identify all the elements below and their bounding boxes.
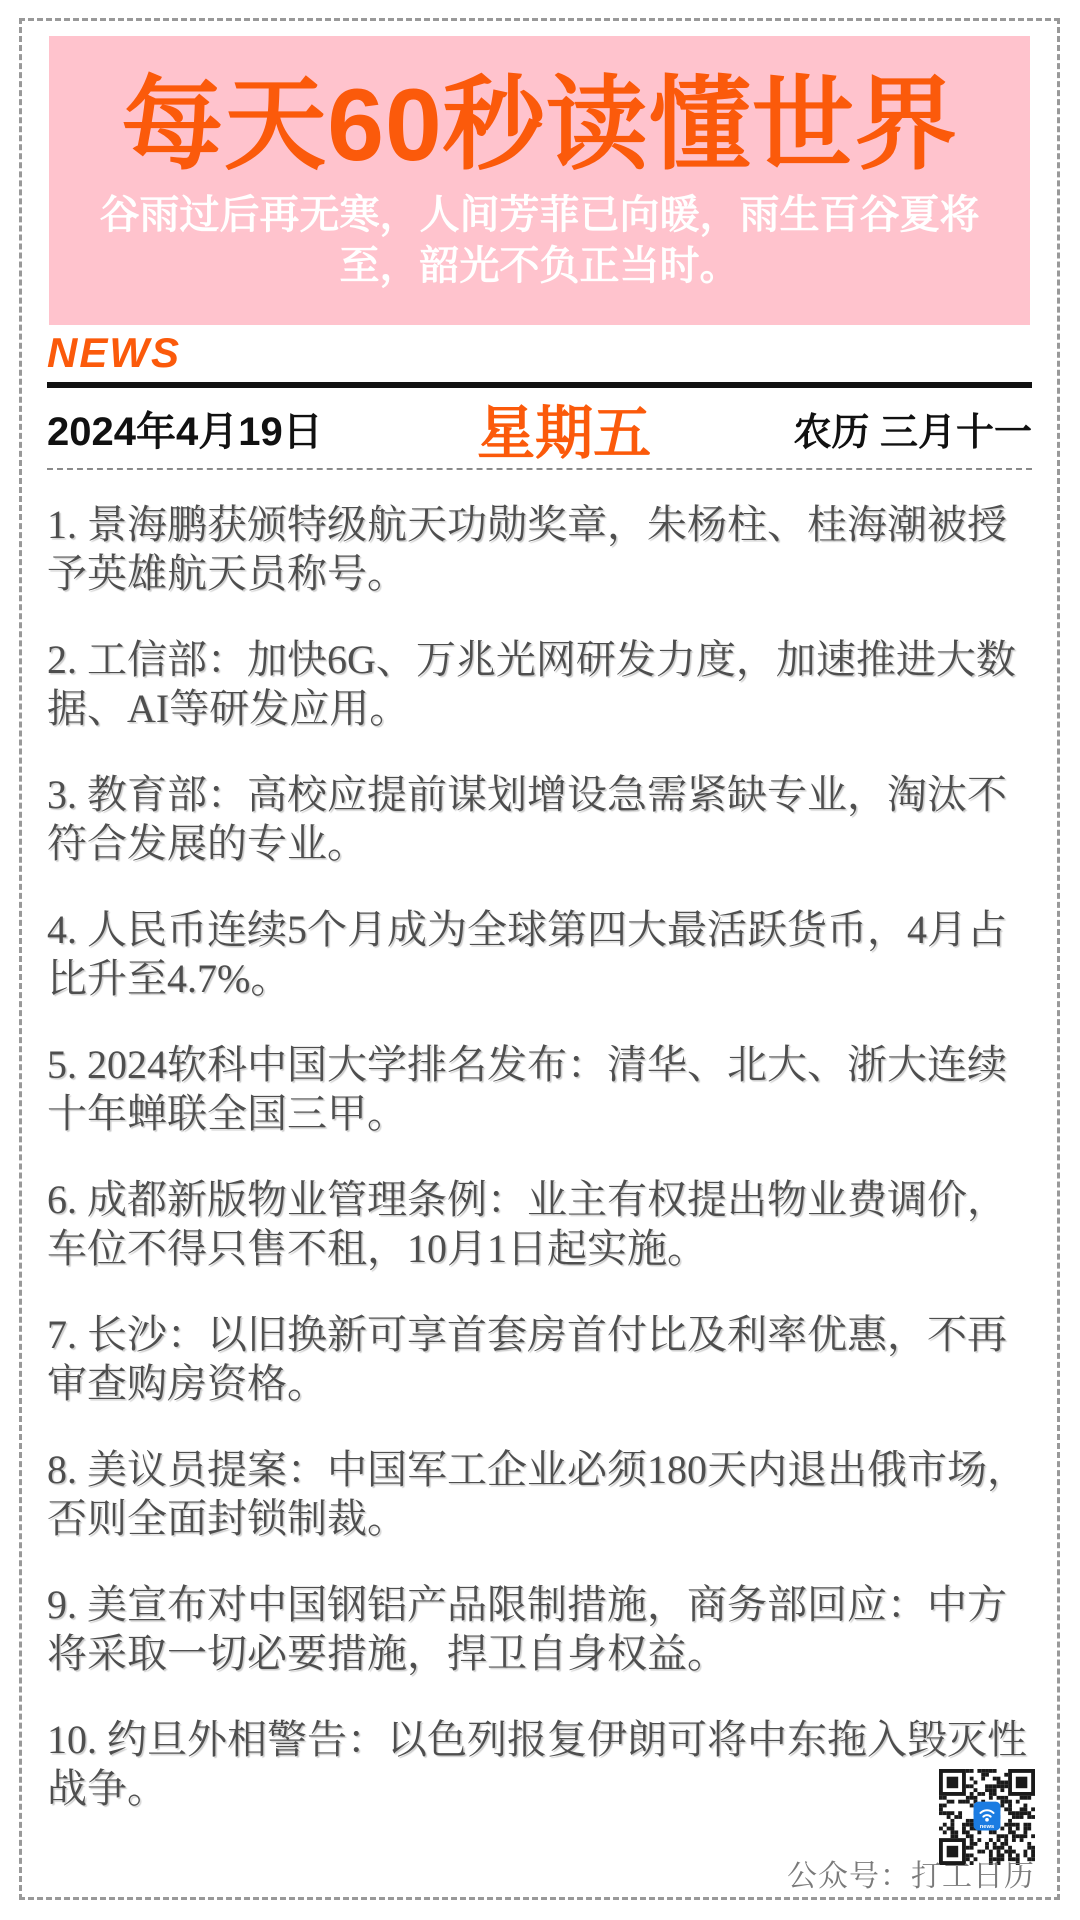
news-item-text: 长沙：以旧换新可享首套房首付比及利率优惠，不再审查购房资格。	[47, 1312, 1007, 1406]
wifi-dot	[985, 1818, 989, 1822]
news-list	[47, 500, 1032, 1813]
weekday-text: 星期五	[477, 401, 652, 466]
news-item-text: 美议员提案：中国军工企业必须180天内退出俄市场，否则全面封锁制裁。	[47, 1447, 1027, 1541]
qr-badge-label: news	[979, 1824, 995, 1831]
lunar-date-text: 农历 三月十一	[793, 411, 1032, 454]
poster-frame	[19, 18, 1060, 1900]
news-item-text: 工信部：加快6G、万兆光网研发力度，加速推进大数据、AI等研发应用。	[47, 637, 1016, 731]
news-item	[47, 1040, 1032, 1138]
news-item-text: 成都新版物业管理条例：业主有权提出物业费调价，车位不得只售不租，10月1日起实施。	[47, 1177, 1007, 1271]
news-item-text: 美宣布对中国钢铝产品限制措施，商务部回应：中方将采取一切必要措施，捍卫自身权益。	[47, 1582, 1007, 1676]
news-item-text: 约旦外相警告：以色列报复伊朗可将中东拖入毁灭性战争。	[47, 1717, 1027, 1811]
news-item-text: 2024软科中国大学排名发布：清华、北大、浙大连续十年蝉联全国三甲。	[47, 1042, 1007, 1136]
date-bar	[47, 388, 1032, 468]
news-section-label: NEWS	[47, 329, 181, 376]
date-text: 2024年4月19日	[47, 409, 323, 454]
footer-account-label: 公众号：打工日历	[787, 1860, 1035, 1893]
news-item-number: 2.	[47, 637, 77, 682]
header-subtitle: 谷雨过后再无寒，人间芳菲已向暖，雨生百谷夏将至，韶光不负正当时。	[99, 192, 980, 288]
news-item-text: 教育部：高校应提前谋划增设急需紧缺专业，淘汰不符合发展的专业。	[47, 772, 1007, 866]
news-item	[47, 500, 1032, 598]
news-item	[47, 770, 1032, 868]
news-item-number: 6.	[47, 1177, 77, 1222]
news-item-number: 1.	[47, 502, 77, 547]
news-item-number: 10.	[47, 1717, 97, 1762]
page-title: 每天60秒读懂世界	[121, 67, 958, 182]
news-item-text: 人民币连续5个月成为全球第四大最活跃货币，4月占比升至4.7%。	[47, 907, 1007, 1001]
news-item	[47, 1715, 1032, 1813]
news-item	[47, 1310, 1032, 1408]
news-item-number: 7.	[47, 1312, 77, 1357]
poster-content	[22, 36, 1057, 1813]
news-item-number: 5.	[47, 1042, 77, 1087]
news-item	[47, 1445, 1032, 1543]
news-item	[47, 905, 1032, 1003]
news-item-number: 8.	[47, 1447, 77, 1492]
news-item-text: 景海鹏获颁特级航天功勋奖章，朱杨柱、桂海潮被授予英雄航天员称号。	[47, 502, 1007, 596]
news-item	[47, 635, 1032, 733]
news-item-number: 9.	[47, 1582, 77, 1627]
news-item	[47, 1580, 1032, 1678]
news-item-number: 3.	[47, 772, 77, 817]
news-item	[47, 1175, 1032, 1273]
header-banner	[49, 36, 1030, 325]
news-item-number: 4.	[47, 907, 77, 952]
